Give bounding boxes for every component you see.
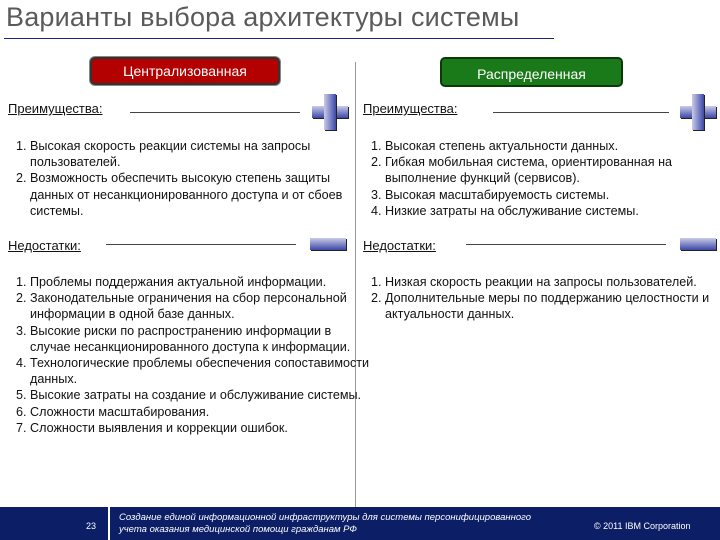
list-item: 1. Высокая степень актуальности данных.	[385, 138, 720, 154]
list-item: 1. Проблемы поддержания актуальной информации.	[30, 274, 370, 290]
footer-divider	[108, 507, 110, 540]
list-item: 3. Высокие риски по распространению информации в случае несанкционированного доступа к информации.	[30, 323, 370, 355]
left-disadvantages-label: Недостатки:	[8, 238, 81, 253]
left-advantages-list	[8, 138, 365, 219]
list-item: 1. Низкая скорость реакции на запросы пользователей.	[385, 274, 720, 290]
plus-icon	[312, 94, 348, 130]
left-advantages-rule	[130, 112, 300, 113]
plus-icon	[680, 94, 716, 130]
page-title: Варианты выбора архитектуры системы	[6, 2, 520, 32]
minus-icon	[680, 238, 716, 250]
right-advantages-rule	[493, 112, 669, 113]
right-advantages-label: Преимущества:	[363, 101, 458, 116]
list-item: 1. Высокая скорость реакции системы на запросы пользователей.	[30, 138, 365, 170]
left-disadvantages-list	[8, 274, 370, 436]
title-underline	[4, 38, 554, 39]
left-advantages-label: Преимущества:	[8, 101, 103, 116]
right-disadvantages-label: Недостатки:	[363, 238, 436, 253]
list-item: 2. Законодательные ограничения на сбор персональной информации в одной базе данных.	[30, 290, 370, 322]
footer-bar	[0, 507, 720, 540]
list-item: 4. Технологические проблемы обеспечения сопоставимости данных.	[30, 355, 370, 387]
list-item: 7. Сложности выявления и коррекции ошибок.	[30, 420, 370, 436]
left-disadvantages-rule	[106, 244, 296, 245]
distributed-tab: Распределенная	[440, 57, 623, 87]
list-item: 4. Низкие затраты на обслуживание системы.	[385, 203, 720, 219]
right-disadvantages-rule	[466, 244, 666, 245]
page-number: 23	[86, 521, 97, 531]
list-item: 3. Высокая масштабируемость системы.	[385, 187, 720, 203]
list-item: 5. Высокие затраты на создание и обслуживание системы.	[30, 387, 370, 403]
list-item: 2. Возможность обеспечить высокую степень защиты данных от несанкционированного доступа и от сбоев системы.	[30, 170, 365, 219]
minus-icon	[310, 238, 346, 250]
centralized-tab: Централизованная	[90, 57, 280, 85]
list-item: 2. Гибкая мобильная система, ориентированная на выполнение функций (сервисов).	[385, 154, 720, 186]
list-item: 2. Дополнительные меры по поддержанию целостности и актуальности данных.	[385, 290, 720, 322]
right-advantages-list	[363, 138, 720, 219]
copyright: © 2011 IBM Corporation	[594, 521, 691, 531]
list-item: 6. Сложности масштабирования.	[30, 404, 370, 420]
right-disadvantages-list	[363, 274, 720, 323]
footer-caption: Создание единой информационной инфраструктуры для системы персонифицированного учета оказания медицинской помощи гражданам РФ	[119, 512, 531, 535]
